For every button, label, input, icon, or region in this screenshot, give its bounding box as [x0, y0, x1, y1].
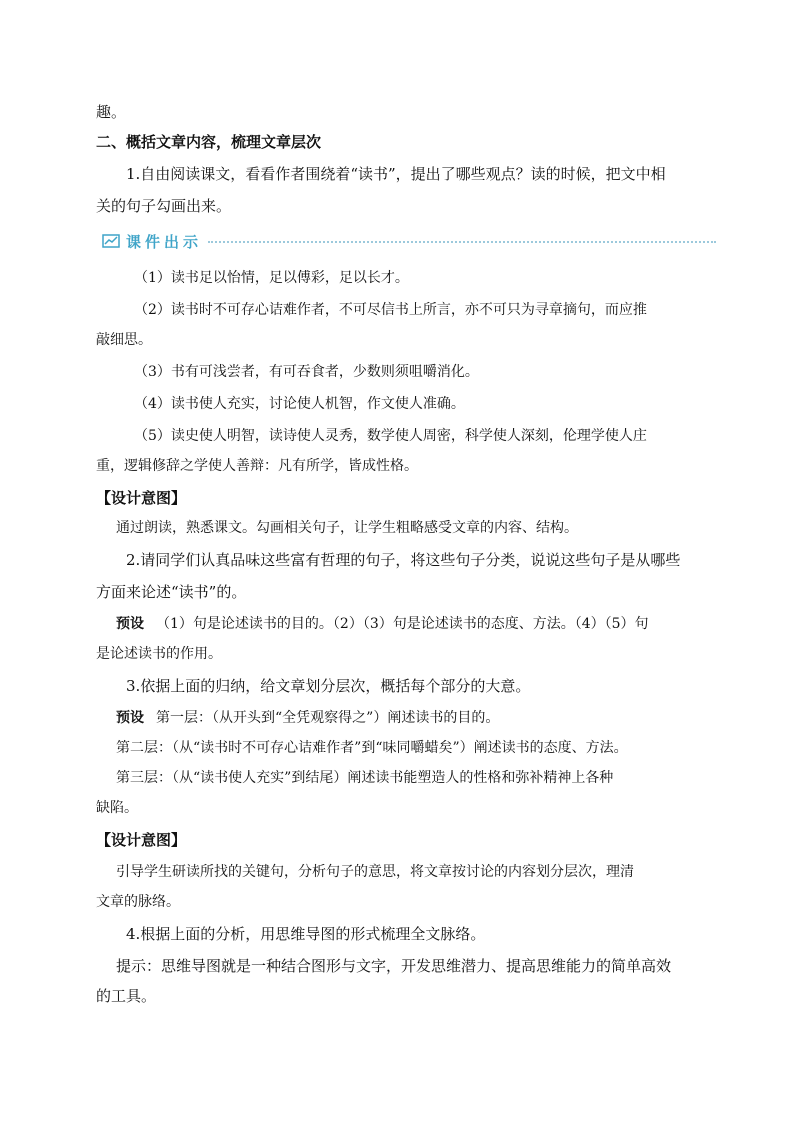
- preset-line: [116, 612, 736, 636]
- text-line: 关的句子勾画出来。: [96, 197, 232, 215]
- layer-line: 第二层：（从“读书时不可存心诘难作者”到“味同嚼蜡矣”）阐述读书的态度、方法。: [116, 740, 628, 756]
- layer-line: 缺陷。: [96, 800, 138, 816]
- chart-card-icon: [102, 233, 120, 249]
- design-intent-heading: 【设计意图】: [96, 489, 187, 507]
- courseware-banner: [102, 230, 716, 252]
- design-intent-text: 引导学生研读所找的关键句，分析句子的意思，将文章按讨论的内容划分层次，理清: [116, 864, 634, 880]
- preset-label: 预设: [116, 616, 144, 632]
- text-line: 3.依据上面的归纳，给文章划分层次，概括每个部分的大意。: [126, 677, 531, 695]
- preset-line: 是论述读书的作用。: [96, 646, 222, 662]
- quote-line: （1）读书足以怡情，足以傅彩，足以长才。: [134, 270, 409, 286]
- text-line: 1.自由阅读课文，看看作者围绕着“读书”，提出了哪些观点？读的时候，把文中相: [126, 165, 666, 183]
- quote-line: 重，逻辑修辞之学使人善辩：凡有所学，皆成性格。: [96, 458, 418, 474]
- layer-line: 第三层：（从“读书使人充实”到结尾）阐述读书能塑造人的性格和弥补精神上各种: [116, 770, 614, 786]
- section-heading: 二、概括文章内容，梳理文章层次: [96, 133, 322, 151]
- quote-line: （4）读书使人充实，讨论使人机智，作文使人准确。: [134, 396, 465, 412]
- quote-line: （5）读史使人明智，读诗使人灵秀，数学使人周密，科学使人深刻，伦理学使人庄: [134, 428, 647, 444]
- preset-text: 第一层：（从开头到“全凭观察得之”）阐述读书的目的。: [156, 710, 500, 726]
- preset-text: （1）句是论述读书的目的。（2）（3）句是论述读书的态度、方法。（4）（5）句: [156, 616, 649, 632]
- preset-label: 预设: [116, 710, 144, 726]
- text-line: 提示：思维导图就是一种结合图形与文字，开发思维潜力、提高思维能力的简单高效: [116, 957, 672, 975]
- quote-line: （2）读书时不可存心诘难作者，不可尽信书上所言，亦不可只为寻章摘句，而应推: [134, 302, 647, 318]
- design-intent-text: 通过朗读，熟悉课文。勾画相关句子，让学生粗略感受文章的内容、结构。: [116, 520, 578, 536]
- quote-line: 敲细思。: [96, 332, 152, 348]
- text-line: 方面来论述“读书”的。: [96, 583, 247, 601]
- dotted-divider: [208, 241, 716, 243]
- preset-line: [116, 706, 736, 730]
- text-line: 的工具。: [96, 987, 157, 1005]
- text-line: 2.请同学们认真品味这些富有哲理的句子，将这些句子分类，说说这些句子是从哪些: [126, 551, 681, 569]
- courseware-title: 课件出示: [126, 232, 203, 251]
- text-line: 4.根据上面的分析，用思维导图的形式梳理全文脉络。: [126, 925, 486, 943]
- quote-line: （3）书有可浅尝者，有可吞食者，少数则须咀嚼消化。: [134, 364, 479, 380]
- text-line: 趣。: [96, 103, 127, 121]
- design-intent-heading: 【设计意图】: [96, 831, 187, 849]
- design-intent-text: 文章的脉络。: [96, 894, 180, 910]
